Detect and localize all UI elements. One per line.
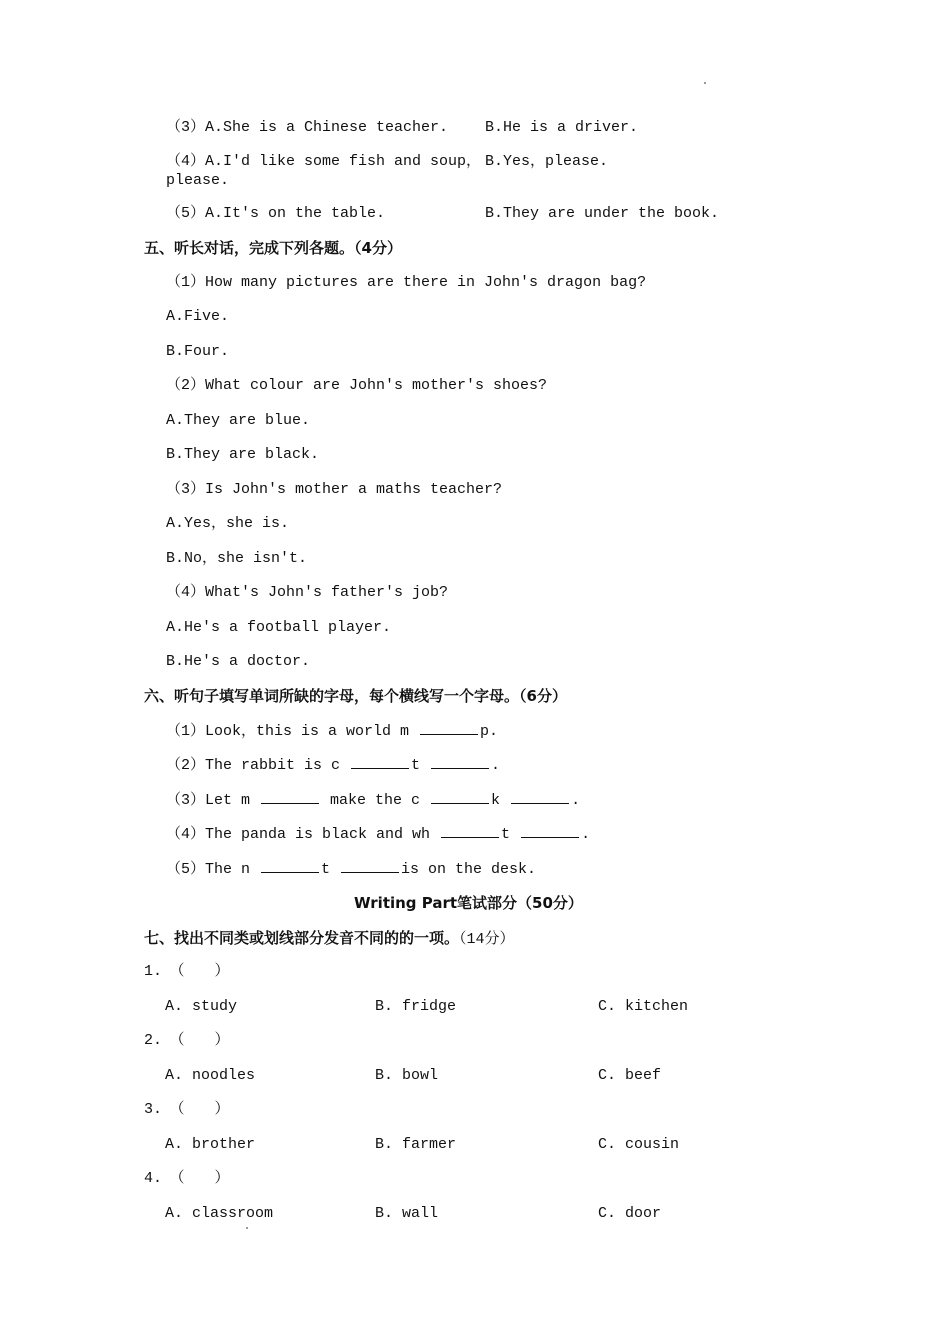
sentence-part: （1）Look，this is a world m — [166, 723, 419, 740]
question-number[interactable]: 2. （ ） — [144, 1032, 230, 1049]
option-a: A. noodles — [165, 1067, 256, 1084]
sentence-part: . — [581, 826, 591, 843]
mark-dot — [704, 82, 706, 84]
sentence-part: （4）The panda is black and wh — [166, 826, 440, 843]
sentence-part: （2）The rabbit is c — [166, 757, 350, 774]
option-text: B.They are black. — [166, 446, 320, 463]
option-text: B.They are under the book. — [485, 205, 720, 222]
question-text: （1）How many pictures are there in John's dragon bag? — [166, 274, 647, 291]
question-text: （4）What's John's father's job? — [166, 584, 449, 601]
option-text: B.Yes，please. — [485, 153, 609, 170]
option-text: B.Four. — [166, 343, 230, 360]
sentence-part: t — [411, 757, 430, 774]
question-number[interactable]: 1. （ ） — [144, 963, 230, 980]
option-b: B. farmer — [375, 1136, 457, 1153]
sentence-part: t — [501, 826, 520, 843]
sentence-part: （3）Let m — [166, 792, 260, 809]
section-heading — [144, 929, 515, 949]
option-text: （5）A.It's on the table. — [166, 205, 386, 222]
option-text: B.He's a doctor. — [166, 653, 311, 670]
option-text: please. — [166, 172, 230, 189]
option-text: （3）A.She is a Chinese teacher. — [166, 119, 449, 136]
fill-sentence — [166, 756, 500, 775]
blank[interactable] — [420, 722, 478, 735]
option-b: B. wall — [375, 1205, 439, 1222]
sentence-part: is on the desk. — [401, 861, 537, 878]
section-heading: 六、听句子填写单词所缺的字母，每个横线写一个字母。（6分） — [144, 687, 567, 705]
fill-sentence — [166, 722, 498, 741]
blank[interactable] — [431, 756, 489, 769]
option-b: B. fridge — [375, 998, 457, 1015]
option-c: C. door — [598, 1205, 662, 1222]
mark-dot — [246, 1227, 248, 1229]
section-score: （14分） — [459, 931, 515, 948]
fill-sentence — [166, 860, 536, 879]
sentence-part: make the c — [321, 792, 430, 809]
question-text: （3）Is John's mother a maths teacher? — [166, 481, 503, 498]
question-number[interactable]: 3. （ ） — [144, 1101, 230, 1118]
option-b: B. bowl — [375, 1067, 439, 1084]
blank[interactable] — [521, 825, 579, 838]
blank[interactable] — [341, 860, 399, 873]
sentence-part: （5）The n — [166, 861, 260, 878]
option-text: B.He is a driver. — [485, 119, 639, 136]
option-a: A. study — [165, 998, 238, 1015]
option-text: A.They are blue. — [166, 412, 311, 429]
option-c: C. kitchen — [598, 998, 689, 1015]
blank[interactable] — [351, 756, 409, 769]
sentence-part: . — [491, 757, 501, 774]
option-c: C. cousin — [598, 1136, 680, 1153]
option-text: A.Five. — [166, 308, 230, 325]
section-heading: 五、听长对话，完成下列各题。（4分） — [144, 239, 402, 257]
sentence-part: t — [321, 861, 340, 878]
writing-part-title: Writing Part笔试部分（50分） — [354, 894, 583, 912]
blank[interactable] — [261, 860, 319, 873]
option-text: A.Yes，she is. — [166, 515, 290, 532]
fill-sentence — [166, 825, 590, 844]
option-c: C. beef — [598, 1067, 662, 1084]
option-a: A. classroom — [165, 1205, 274, 1222]
option-text: B.No，she isn't. — [166, 550, 308, 567]
blank[interactable] — [261, 791, 319, 804]
blank[interactable] — [441, 825, 499, 838]
sentence-part: k — [491, 792, 510, 809]
blank[interactable] — [431, 791, 489, 804]
question-number[interactable]: 4. （ ） — [144, 1170, 230, 1187]
sentence-part: p. — [480, 723, 499, 740]
section-title: 七、找出不同类或划线部分发音不同的的一项。 — [144, 929, 460, 947]
question-text: （2）What colour are John's mother's shoes? — [166, 377, 548, 394]
fill-sentence — [166, 791, 580, 810]
option-text: （4）A.I'd like some fish and soup， — [166, 153, 482, 170]
blank[interactable] — [511, 791, 569, 804]
option-text: A.He's a football player. — [166, 619, 392, 636]
sentence-part: . — [571, 792, 581, 809]
option-a: A. brother — [165, 1136, 256, 1153]
